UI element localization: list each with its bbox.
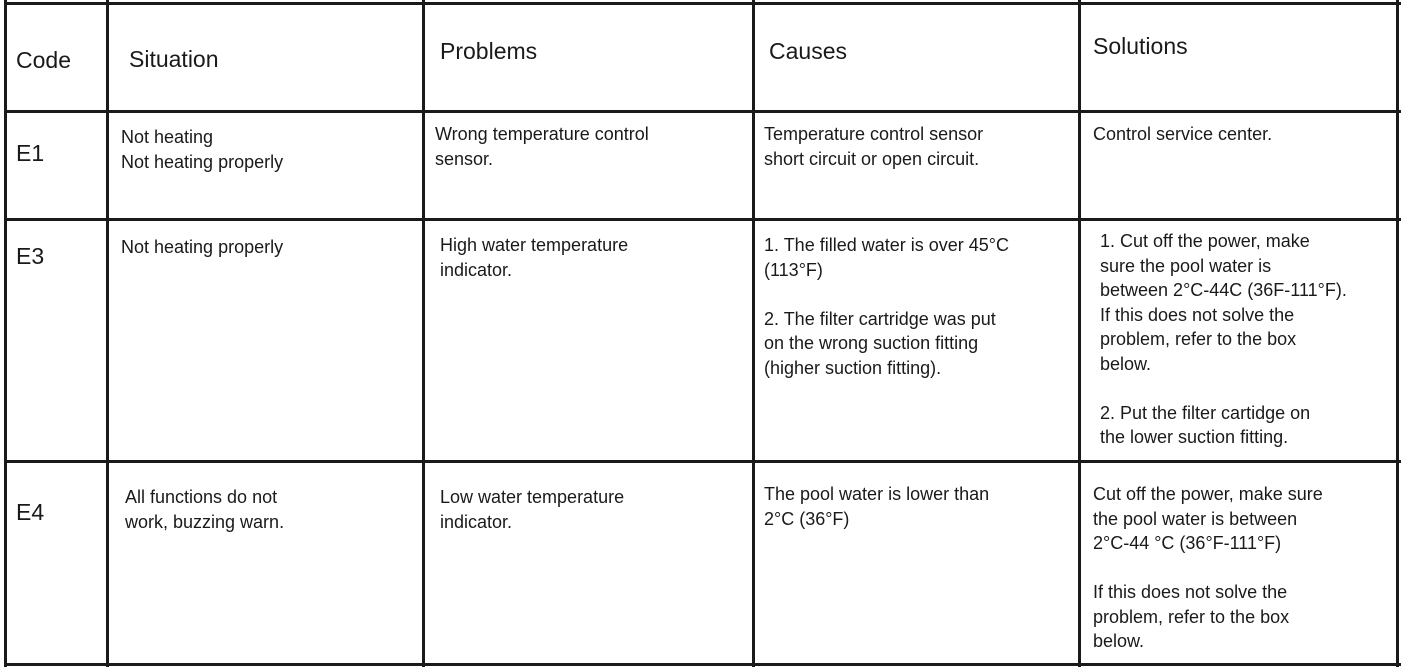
row-problems: Low water temperature indicator. [440, 487, 625, 532]
column-divider [1396, 0, 1399, 667]
column-divider [422, 0, 425, 667]
header-solutions: Solutions [1093, 33, 1188, 59]
column-divider [1078, 0, 1081, 667]
row-problems: High water temperature indicator. [440, 235, 629, 280]
row-solutions: Cut off the power, make sure the pool water is between 2°C-44 °C (36°F-111°F) If this does not solve the problem, refer to the box below. [1093, 484, 1323, 651]
row-solutions: 1. Cut off the power, make sure the pool water is between 2°C-44C (36F-111°F). If this does not solve the problem, refer to the box below. 2. Put the filter cartidge on the lower suction fitting. [1100, 231, 1347, 447]
row-divider [4, 460, 1401, 463]
row-solutions: Control service center. [1093, 124, 1273, 144]
column-divider [106, 0, 109, 667]
row-problems: Wrong temperature control sensor. [435, 124, 649, 169]
column-divider [752, 0, 755, 667]
header-problems: Problems [440, 38, 538, 64]
row-causes: Temperature control sensor short circuit or open circuit. [764, 124, 984, 169]
row-causes: The pool water is lower than 2°C (36°F) [764, 484, 990, 529]
header-code: Code [16, 47, 71, 73]
row-code: E1 [16, 140, 45, 166]
column-divider [4, 0, 7, 667]
row-divider [4, 663, 1401, 666]
header-situation: Situation [129, 46, 219, 72]
row-situation: Not heating Not heating properly [121, 127, 284, 172]
row-code: E3 [16, 243, 45, 269]
row-situation: Not heating properly [121, 237, 284, 257]
row-divider [4, 218, 1401, 221]
row-divider [4, 110, 1401, 113]
row-situation: All functions do not work, buzzing warn. [125, 487, 285, 532]
row-code: E4 [16, 499, 45, 525]
row-divider [4, 2, 1401, 5]
row-causes: 1. The filled water is over 45°C (113°F) 2. The filter cartridge was put on the wrong suction fitting (higher suction fitting). [764, 235, 1009, 378]
header-causes: Causes [769, 38, 847, 64]
